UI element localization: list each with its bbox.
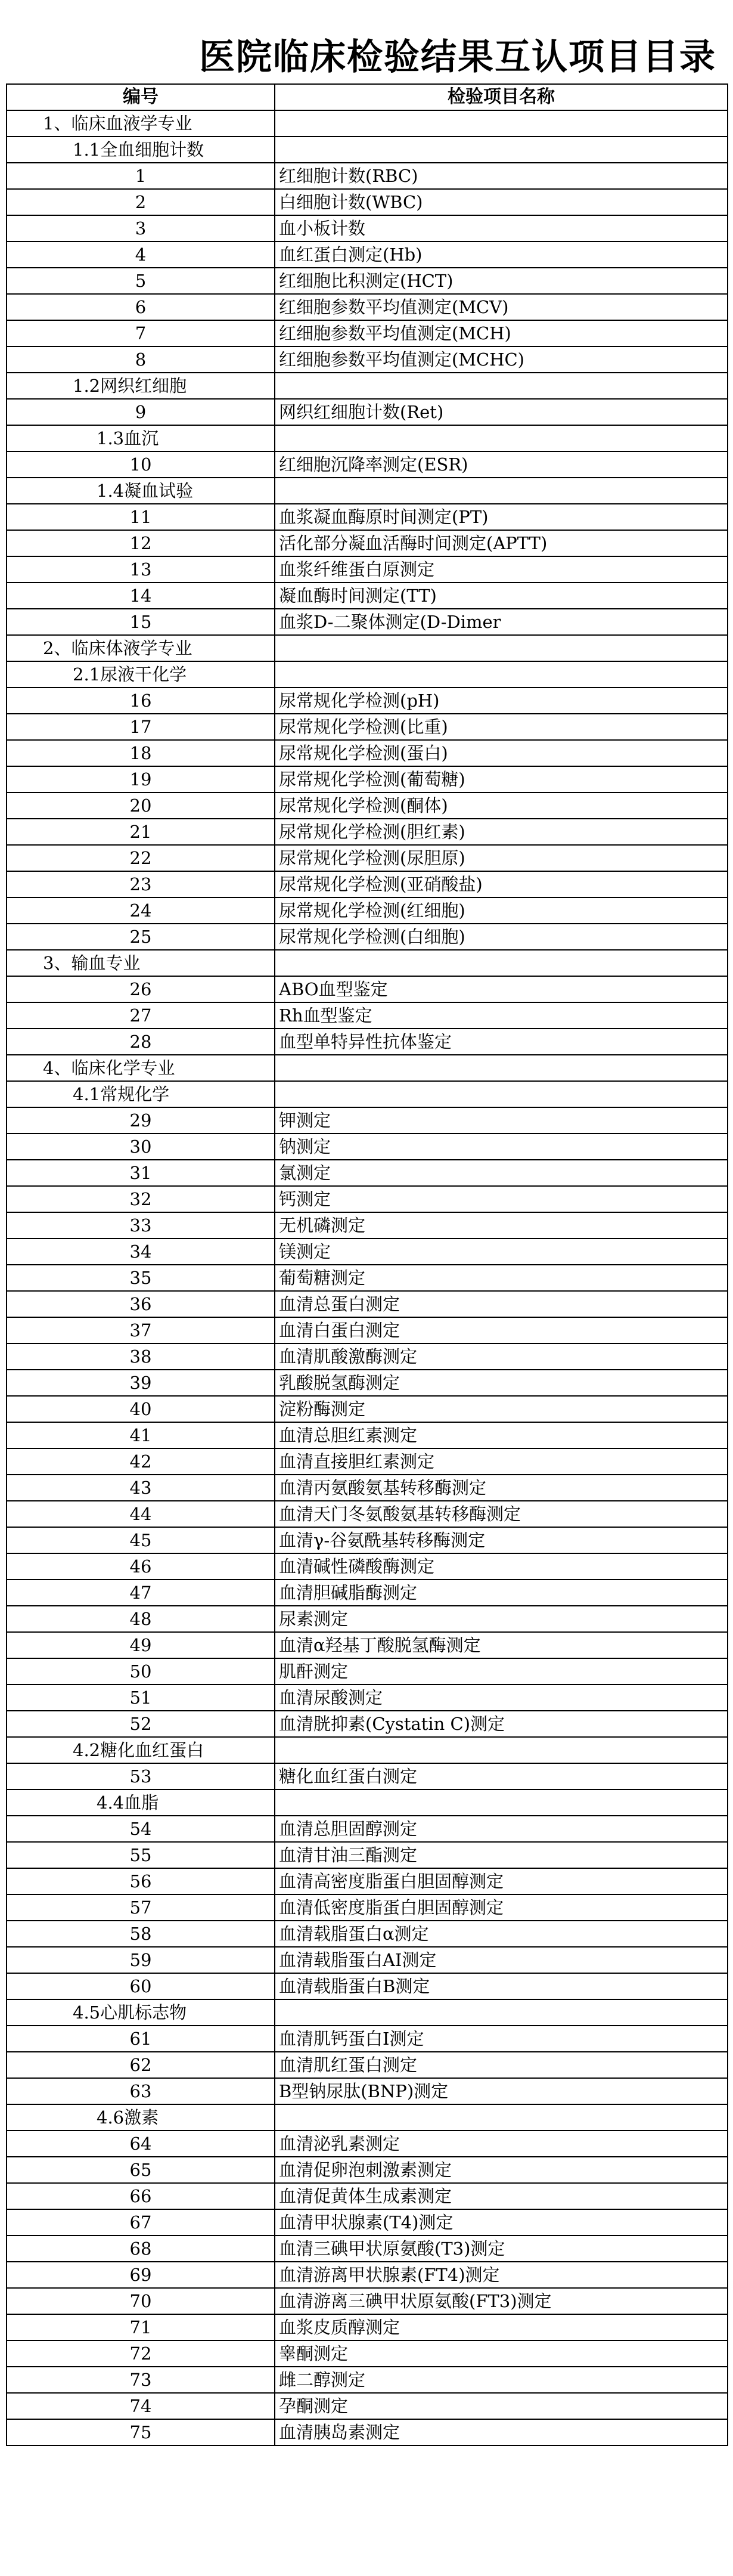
table-row: [7, 504, 728, 530]
item-number: 74: [7, 2393, 275, 2419]
table-row: [7, 2078, 728, 2104]
page-title: 医院临床检验结果互认项目目录: [199, 36, 716, 78]
table-row: [7, 1501, 728, 1527]
table-row: [7, 1921, 728, 1947]
header-number: 编号: [7, 84, 275, 110]
section-label: [7, 373, 275, 399]
table-row: [7, 609, 728, 635]
section-row: [7, 373, 728, 399]
item-test-name: 尿常规化学检测(酮体): [275, 792, 728, 819]
item-test-name: 血清总胆红素测定: [275, 1422, 728, 1448]
item-test-name: 血清γ-谷氨酰基转移酶测定: [275, 1527, 728, 1553]
test-items-table: [6, 83, 728, 2446]
item-number: 49: [7, 1632, 275, 1658]
table-row: [7, 714, 728, 740]
item-number: 24: [7, 897, 275, 924]
item-test-name: 孕酮测定: [275, 2393, 728, 2419]
section-label-text: 4.2糖化血红蛋白: [73, 1740, 204, 1760]
item-number: 40: [7, 1396, 275, 1422]
item-test-name: 血浆凝血酶原时间测定(PT): [275, 504, 728, 530]
item-test-name: 血清胱抑素(Cystatin C)测定: [275, 1711, 728, 1737]
item-test-name: 血清泌乳素测定: [275, 2131, 728, 2157]
item-test-name: Rh血型鉴定: [275, 1002, 728, 1029]
table-row: [7, 268, 728, 294]
section-label: [7, 2104, 275, 2131]
item-test-name: 血清α羟基丁酸脱氢酶测定: [275, 1632, 728, 1658]
section-label-text: 2.1尿液干化学: [73, 664, 187, 685]
item-test-name: 血清载脂蛋白B测定: [275, 1973, 728, 1999]
table-row: [7, 871, 728, 897]
table-row: [7, 1396, 728, 1422]
item-test-name: 血浆D-二聚体测定(D-Dimer: [275, 609, 728, 635]
item-number: 27: [7, 1002, 275, 1029]
item-number: 18: [7, 740, 275, 766]
item-test-name: 血红蛋白测定(Hb): [275, 242, 728, 268]
item-number: 54: [7, 1816, 275, 1842]
section-label-text: 3、输血专业: [43, 953, 141, 973]
item-test-name: 血清肌红蛋白测定: [275, 2052, 728, 2078]
item-test-name: 尿常规化学检测(红细胞): [275, 897, 728, 924]
table-row: [7, 556, 728, 583]
table-row: [7, 242, 728, 268]
section-label-text: 4.1常规化学: [73, 1084, 170, 1104]
table-row: [7, 1973, 728, 1999]
table-row: [7, 1475, 728, 1501]
item-number: 45: [7, 1527, 275, 1553]
item-number: 8: [7, 346, 275, 373]
item-number: 42: [7, 1448, 275, 1475]
item-test-name: 血清胰岛素测定: [275, 2419, 728, 2445]
item-number: 16: [7, 688, 275, 714]
section-row: [7, 1081, 728, 1107]
item-test-name: 雌二醇测定: [275, 2367, 728, 2393]
section-empty-cell: [275, 110, 728, 137]
item-test-name: 白细胞计数(WBC): [275, 189, 728, 215]
item-test-name: 血清游离三碘甲状原氨酸(FT3)测定: [275, 2288, 728, 2314]
section-label: [7, 661, 275, 688]
table-row: [7, 924, 728, 950]
item-test-name: 钠测定: [275, 1134, 728, 1160]
section-label-text: 1.3血沉: [97, 428, 159, 448]
item-number: 25: [7, 924, 275, 950]
table-row: [7, 2288, 728, 2314]
table-row: [7, 1186, 728, 1212]
item-number: 53: [7, 1763, 275, 1789]
item-number: 21: [7, 819, 275, 845]
table-row: [7, 1291, 728, 1317]
item-test-name: 血清甘油三酯测定: [275, 1842, 728, 1868]
section-label: [7, 950, 275, 976]
section-label-text: 4.4血脂: [97, 1792, 159, 1813]
item-test-name: 血浆皮质醇测定: [275, 2314, 728, 2340]
table-row: [7, 2393, 728, 2419]
item-number: 62: [7, 2052, 275, 2078]
table-row: [7, 2026, 728, 2052]
section-empty-cell: [275, 478, 728, 504]
table-row: [7, 740, 728, 766]
item-test-name: 血浆纤维蛋白原测定: [275, 556, 728, 583]
item-test-name: 血清载脂蛋白AI测定: [275, 1947, 728, 1973]
section-label: [7, 478, 275, 504]
item-number: 37: [7, 1317, 275, 1343]
table-row: [7, 1370, 728, 1396]
table-row: [7, 2052, 728, 2078]
item-test-name: 尿常规化学检测(葡萄糖): [275, 766, 728, 792]
table-row: [7, 897, 728, 924]
item-number: 29: [7, 1107, 275, 1134]
section-label-text: 1.2网织红细胞: [73, 376, 187, 396]
item-number: 46: [7, 1553, 275, 1580]
item-test-name: 尿常规化学检测(比重): [275, 714, 728, 740]
table-row: [7, 1553, 728, 1580]
item-test-name: 血清肌酸激酶测定: [275, 1343, 728, 1370]
item-number: 44: [7, 1501, 275, 1527]
item-number: 50: [7, 1658, 275, 1685]
item-number: 17: [7, 714, 275, 740]
item-test-name: 乳酸脱氢酶测定: [275, 1370, 728, 1396]
section-row: [7, 661, 728, 688]
table-row: [7, 2183, 728, 2209]
item-number: 70: [7, 2288, 275, 2314]
item-test-name: 钙测定: [275, 1186, 728, 1212]
item-number: 31: [7, 1160, 275, 1186]
section-row: [7, 425, 728, 451]
table-row: [7, 1894, 728, 1921]
item-test-name: 氯测定: [275, 1160, 728, 1186]
section-label: [7, 1999, 275, 2026]
item-test-name: 尿常规化学检测(白细胞): [275, 924, 728, 950]
section-row: [7, 1999, 728, 2026]
table-row: [7, 1527, 728, 1553]
table-row: [7, 1947, 728, 1973]
item-test-name: 尿常规化学检测(尿胆原): [275, 845, 728, 871]
item-number: 43: [7, 1475, 275, 1501]
table-row: [7, 346, 728, 373]
section-row: [7, 478, 728, 504]
item-number: 61: [7, 2026, 275, 2052]
item-test-name: 尿常规化学检测(亚硝酸盐): [275, 871, 728, 897]
table-row: [7, 163, 728, 189]
table-row: [7, 2262, 728, 2288]
item-test-name: 淀粉酶测定: [275, 1396, 728, 1422]
item-number: 48: [7, 1606, 275, 1632]
item-test-name: 尿常规化学检测(胆红素): [275, 819, 728, 845]
item-number: 3: [7, 215, 275, 242]
table-row: [7, 2314, 728, 2340]
item-number: 35: [7, 1265, 275, 1291]
section-empty-cell: [275, 950, 728, 976]
item-test-name: 血清天门冬氨酸氨基转移酶测定: [275, 1501, 728, 1527]
item-number: 22: [7, 845, 275, 871]
item-test-name: 血清三碘甲状原氨酸(T3)测定: [275, 2236, 728, 2262]
item-test-name: 血清甲状腺素(T4)测定: [275, 2209, 728, 2236]
section-row: [7, 635, 728, 661]
section-label: [7, 1789, 275, 1816]
table-row: [7, 451, 728, 478]
table-row: [7, 1107, 728, 1134]
item-number: 23: [7, 871, 275, 897]
section-label-text: 4、临床化学专业: [43, 1058, 175, 1078]
item-number: 63: [7, 2078, 275, 2104]
section-row: [7, 110, 728, 137]
table-row: [7, 1842, 728, 1868]
item-number: 52: [7, 1711, 275, 1737]
section-row: [7, 137, 728, 163]
table-row: [7, 2131, 728, 2157]
table-row: [7, 1763, 728, 1789]
section-empty-cell: [275, 137, 728, 163]
table-row: [7, 1422, 728, 1448]
item-number: 55: [7, 1842, 275, 1868]
section-row: [7, 2104, 728, 2131]
item-test-name: 血清丙氨酸氨基转移酶测定: [275, 1475, 728, 1501]
item-number: 33: [7, 1212, 275, 1239]
item-number: 58: [7, 1921, 275, 1947]
item-number: 11: [7, 504, 275, 530]
item-number: 2: [7, 189, 275, 215]
item-number: 51: [7, 1685, 275, 1711]
item-test-name: 活化部分凝血活酶时间测定(APTT): [275, 530, 728, 556]
table-row: [7, 1658, 728, 1685]
item-number: 56: [7, 1868, 275, 1894]
table-row: [7, 1002, 728, 1029]
item-number: 38: [7, 1343, 275, 1370]
item-number: 68: [7, 2236, 275, 2262]
section-label-text: 1.4凝血试验: [97, 481, 194, 501]
item-number: 60: [7, 1973, 275, 1999]
section-empty-cell: [275, 2104, 728, 2131]
item-test-name: 尿素测定: [275, 1606, 728, 1632]
item-test-name: 血清促黄体生成素测定: [275, 2183, 728, 2209]
item-number: 39: [7, 1370, 275, 1396]
item-number: 10: [7, 451, 275, 478]
table-row: [7, 845, 728, 871]
table-row: [7, 1134, 728, 1160]
table-row: [7, 1816, 728, 1842]
item-number: 26: [7, 976, 275, 1002]
table-row: [7, 2209, 728, 2236]
item-test-name: 肌酐测定: [275, 1658, 728, 1685]
item-test-name: 红细胞计数(RBC): [275, 163, 728, 189]
table-row: [7, 1606, 728, 1632]
item-number: 32: [7, 1186, 275, 1212]
table-row: [7, 2340, 728, 2367]
item-test-name: 血清总蛋白测定: [275, 1291, 728, 1317]
section-label: [7, 1081, 275, 1107]
table-row: [7, 1448, 728, 1475]
item-number: 30: [7, 1134, 275, 1160]
table-row: [7, 976, 728, 1002]
table-row: [7, 1265, 728, 1291]
table-row: [7, 583, 728, 609]
item-number: 64: [7, 2131, 275, 2157]
section-label: [7, 635, 275, 661]
section-label-text: 1.1全血细胞计数: [73, 140, 204, 160]
item-number: 12: [7, 530, 275, 556]
item-test-name: 红细胞沉降率测定(ESR): [275, 451, 728, 478]
item-number: 28: [7, 1029, 275, 1055]
item-number: 13: [7, 556, 275, 583]
table-row: [7, 320, 728, 346]
table-row: [7, 1212, 728, 1239]
table-row: [7, 1632, 728, 1658]
item-test-name: 钾测定: [275, 1107, 728, 1134]
table-row: [7, 1580, 728, 1606]
section-row: [7, 1737, 728, 1763]
section-label-text: 4.5心肌标志物: [73, 2002, 187, 2023]
item-number: 14: [7, 583, 275, 609]
item-test-name: 凝血酶时间测定(TT): [275, 583, 728, 609]
table-row: [7, 819, 728, 845]
item-number: 72: [7, 2340, 275, 2367]
table-header-row: [7, 84, 728, 110]
table-row: [7, 688, 728, 714]
item-number: 5: [7, 268, 275, 294]
section-label: [7, 137, 275, 163]
table-row: [7, 1160, 728, 1186]
item-test-name: 血清尿酸测定: [275, 1685, 728, 1711]
table-row: [7, 1029, 728, 1055]
item-test-name: 红细胞比积测定(HCT): [275, 268, 728, 294]
table-row: [7, 1868, 728, 1894]
item-test-name: ABO血型鉴定: [275, 976, 728, 1002]
item-test-name: 血清直接胆红素测定: [275, 1448, 728, 1475]
section-empty-cell: [275, 425, 728, 451]
item-test-name: 血清促卵泡刺激素测定: [275, 2157, 728, 2183]
item-number: 47: [7, 1580, 275, 1606]
item-number: 1: [7, 163, 275, 189]
section-label-text: 4.6激素: [97, 2107, 159, 2128]
item-number: 7: [7, 320, 275, 346]
item-test-name: 血清高密度脂蛋白胆固醇测定: [275, 1868, 728, 1894]
item-number: 4: [7, 242, 275, 268]
section-label-text: 1、临床血液学专业: [43, 113, 192, 134]
item-test-name: 睾酮测定: [275, 2340, 728, 2367]
table-row: [7, 399, 728, 425]
item-number: 75: [7, 2419, 275, 2445]
item-number: 65: [7, 2157, 275, 2183]
item-test-name: 红细胞参数平均值测定(MCHC): [275, 346, 728, 373]
item-number: 20: [7, 792, 275, 819]
item-test-name: 血清白蛋白测定: [275, 1317, 728, 1343]
table-row: [7, 1711, 728, 1737]
item-test-name: 血清总胆固醇测定: [275, 1816, 728, 1842]
table-row: [7, 530, 728, 556]
item-test-name: 血清胆碱脂酶测定: [275, 1580, 728, 1606]
section-empty-cell: [275, 1999, 728, 2026]
item-test-name: 网织红细胞计数(Ret): [275, 399, 728, 425]
table-row: [7, 2419, 728, 2445]
item-number: 66: [7, 2183, 275, 2209]
section-row: [7, 950, 728, 976]
item-number: 34: [7, 1239, 275, 1265]
section-empty-cell: [275, 1055, 728, 1081]
table-row: [7, 792, 728, 819]
section-label-text: 2、临床体液学专业: [43, 638, 192, 658]
section-label: [7, 1737, 275, 1763]
item-number: 36: [7, 1291, 275, 1317]
item-number: 73: [7, 2367, 275, 2393]
item-number: 57: [7, 1894, 275, 1921]
table-row: [7, 1685, 728, 1711]
item-test-name: B型钠尿肽(BNP)测定: [275, 2078, 728, 2104]
item-test-name: 血清肌钙蛋白I测定: [275, 2026, 728, 2052]
item-number: 19: [7, 766, 275, 792]
section-empty-cell: [275, 1081, 728, 1107]
item-number: 41: [7, 1422, 275, 1448]
item-number: 9: [7, 399, 275, 425]
item-number: 6: [7, 294, 275, 320]
section-label: [7, 110, 275, 137]
table-row: [7, 766, 728, 792]
item-number: 59: [7, 1947, 275, 1973]
table-row: [7, 1343, 728, 1370]
section-empty-cell: [275, 373, 728, 399]
table-row: [7, 189, 728, 215]
table-row: [7, 2236, 728, 2262]
table-body: [7, 110, 728, 2445]
item-test-name: 糖化血红蛋白测定: [275, 1763, 728, 1789]
item-test-name: 红细胞参数平均值测定(MCV): [275, 294, 728, 320]
table-row: [7, 2367, 728, 2393]
table-row: [7, 2157, 728, 2183]
item-test-name: 血小板计数: [275, 215, 728, 242]
item-number: 69: [7, 2262, 275, 2288]
item-test-name: 血清低密度脂蛋白胆固醇测定: [275, 1894, 728, 1921]
table-row: [7, 294, 728, 320]
item-test-name: 血清载脂蛋白α测定: [275, 1921, 728, 1947]
item-test-name: 血清游离甲状腺素(FT4)测定: [275, 2262, 728, 2288]
item-test-name: 红细胞参数平均值测定(MCH): [275, 320, 728, 346]
table-row: [7, 215, 728, 242]
section-row: [7, 1055, 728, 1081]
item-number: 67: [7, 2209, 275, 2236]
section-empty-cell: [275, 635, 728, 661]
section-row: [7, 1789, 728, 1816]
item-number: 15: [7, 609, 275, 635]
table-row: [7, 1317, 728, 1343]
header-test-name: 检验项目名称: [275, 84, 728, 110]
section-label: [7, 1055, 275, 1081]
item-test-name: 无机磷测定: [275, 1212, 728, 1239]
section-empty-cell: [275, 1737, 728, 1763]
item-test-name: 血清碱性磷酸酶测定: [275, 1553, 728, 1580]
section-label: [7, 425, 275, 451]
item-test-name: 葡萄糖测定: [275, 1265, 728, 1291]
item-test-name: 尿常规化学检测(蛋白): [275, 740, 728, 766]
item-test-name: 血型单特异性抗体鉴定: [275, 1029, 728, 1055]
section-empty-cell: [275, 1789, 728, 1816]
section-empty-cell: [275, 661, 728, 688]
table-row: [7, 1239, 728, 1265]
item-number: 71: [7, 2314, 275, 2340]
item-test-name: 尿常规化学检测(pH): [275, 688, 728, 714]
item-test-name: 镁测定: [275, 1239, 728, 1265]
